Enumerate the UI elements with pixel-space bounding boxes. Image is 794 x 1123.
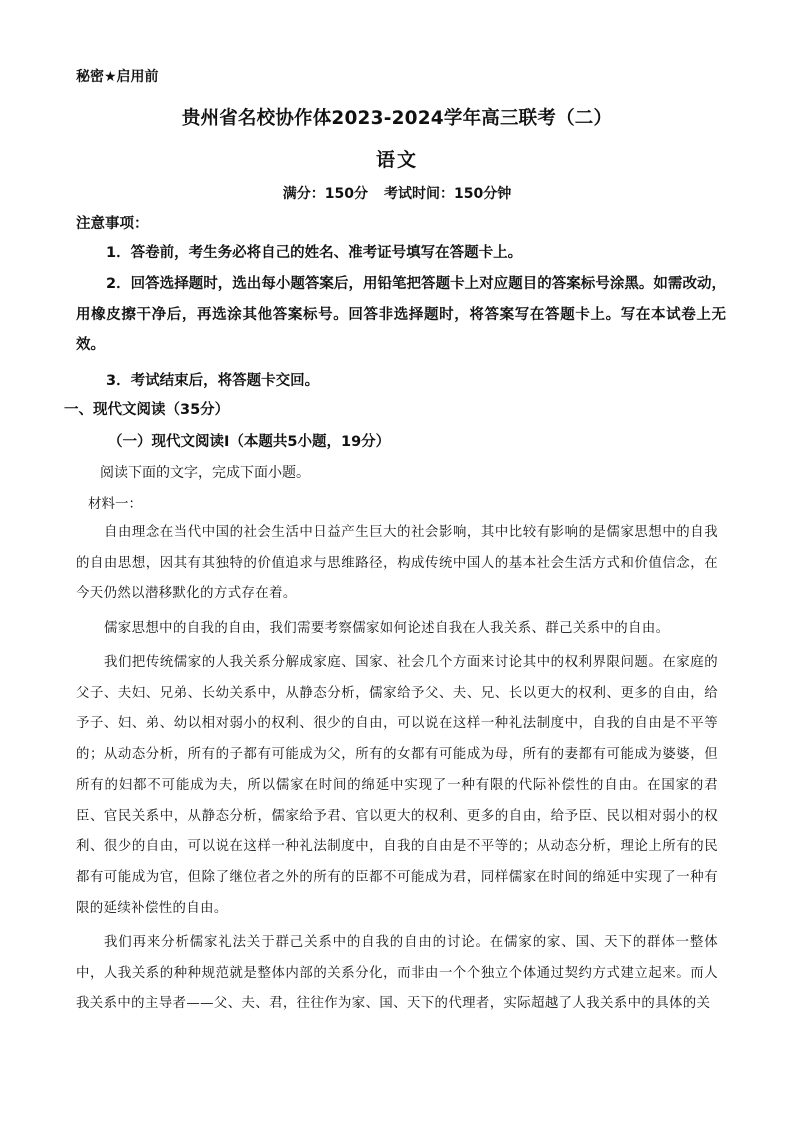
notes-heading: 注意事项：: [76, 216, 149, 232]
exam-title: 贵州省名校协作体2023-2024学年高三联考（二）: [181, 108, 613, 129]
sub-heading: （一）现代文阅读Ⅰ（本题共5小题，19分）: [108, 434, 391, 450]
section-heading: 一、现代文阅读（35分）: [64, 402, 230, 418]
material-label: 材料一：: [88, 496, 142, 512]
note-item: 2．回答选择题时，选出每小题答案后，用铅笔把答题卡上对应题目的答案标号涂黑。如需改动，用橡皮擦干净后，再选涂其他答案标号。回答非选择题时，将答案写在答题卡上。写在本试卷上无效。: [76, 276, 726, 353]
secret-label: 秘密★启用前: [76, 69, 159, 85]
note-item: 3．考试结束后，将答题卡交回。: [106, 373, 320, 389]
passage-paragraph: 自由理念在当代中国的社会生活中日益产生巨大的社会影响，其中比较有影响的是儒家思想中的自我的自由思想，因其有其独特的价值追求与思维路径，构成传统中国人的基本社会生活方式和价值信念，在今天仍然以潜移默化的方式存在着。: [76, 525, 718, 602]
passage-paragraph: 我们再来分析儒家礼法关于群己关系中的自我的自由的讨论。在儒家的家、国、天下的群体一整体中，人我关系的种种规范就是整体内部的关系分化，而非由一个个独立个体通过契约方式建立起来。而人我关系中的主导者——父、夫、君，往往作为家、国、天下的代理者，实际超越了人我关系中的具体的关: [76, 935, 718, 1012]
reading-instruction: 阅读下面的文字，完成下面小题。: [100, 465, 310, 481]
full-score: 满分：150分: [282, 186, 368, 202]
score-line: [0, 183, 794, 203]
passage-paragraph: 我们把传统儒家的人我关系分解成家庭、国家、社会几个方面来讨论其中的权利界限问题。在家庭的父子、夫妇、兄弟、长幼关系中，从静态分析，儒家给予父、夫、兄、长以更大的权利、更多的自由，给予子、妇、弟、幼以相对弱小的权利、很少的自由，可以说在这样一种礼法制度中，自我的自由是不平等的；从动态分析，所有的子都有可能成为父，所有的女都有可能成为母，所有的妻都有可能成为婆婆，但所有的妇都不可能成为夫，所以儒家在时间的绵延中实现了一种有限的代际补偿性的自由。在国家的君臣、官民关系中，从静态分析，儒家给予君、官以更大的权利、更多的自由，给予臣、民以相对弱小的权利、很少的自由，可以说在这样一种礼法制度中，自我的自由是不平等的；从动态分析，理论上所有的民都有可能成为官，但除了继位者之外的所有的臣都不可能成为君，同样儒家在时间的绵延中实现了一种有限的延续补偿性的自由。: [76, 655, 718, 916]
exam-time: 考试时间：150分钟: [384, 186, 512, 202]
passage-paragraph: 儒家思想中的自我的自由，我们需要考察儒家如何论述自我在人我关系、群己关系中的自由。: [104, 621, 670, 636]
note-item: 1．答卷前，考生务必将自己的姓名、准考证号填写在答题卡上。: [106, 245, 523, 261]
subject-title: 语文: [375, 149, 418, 171]
